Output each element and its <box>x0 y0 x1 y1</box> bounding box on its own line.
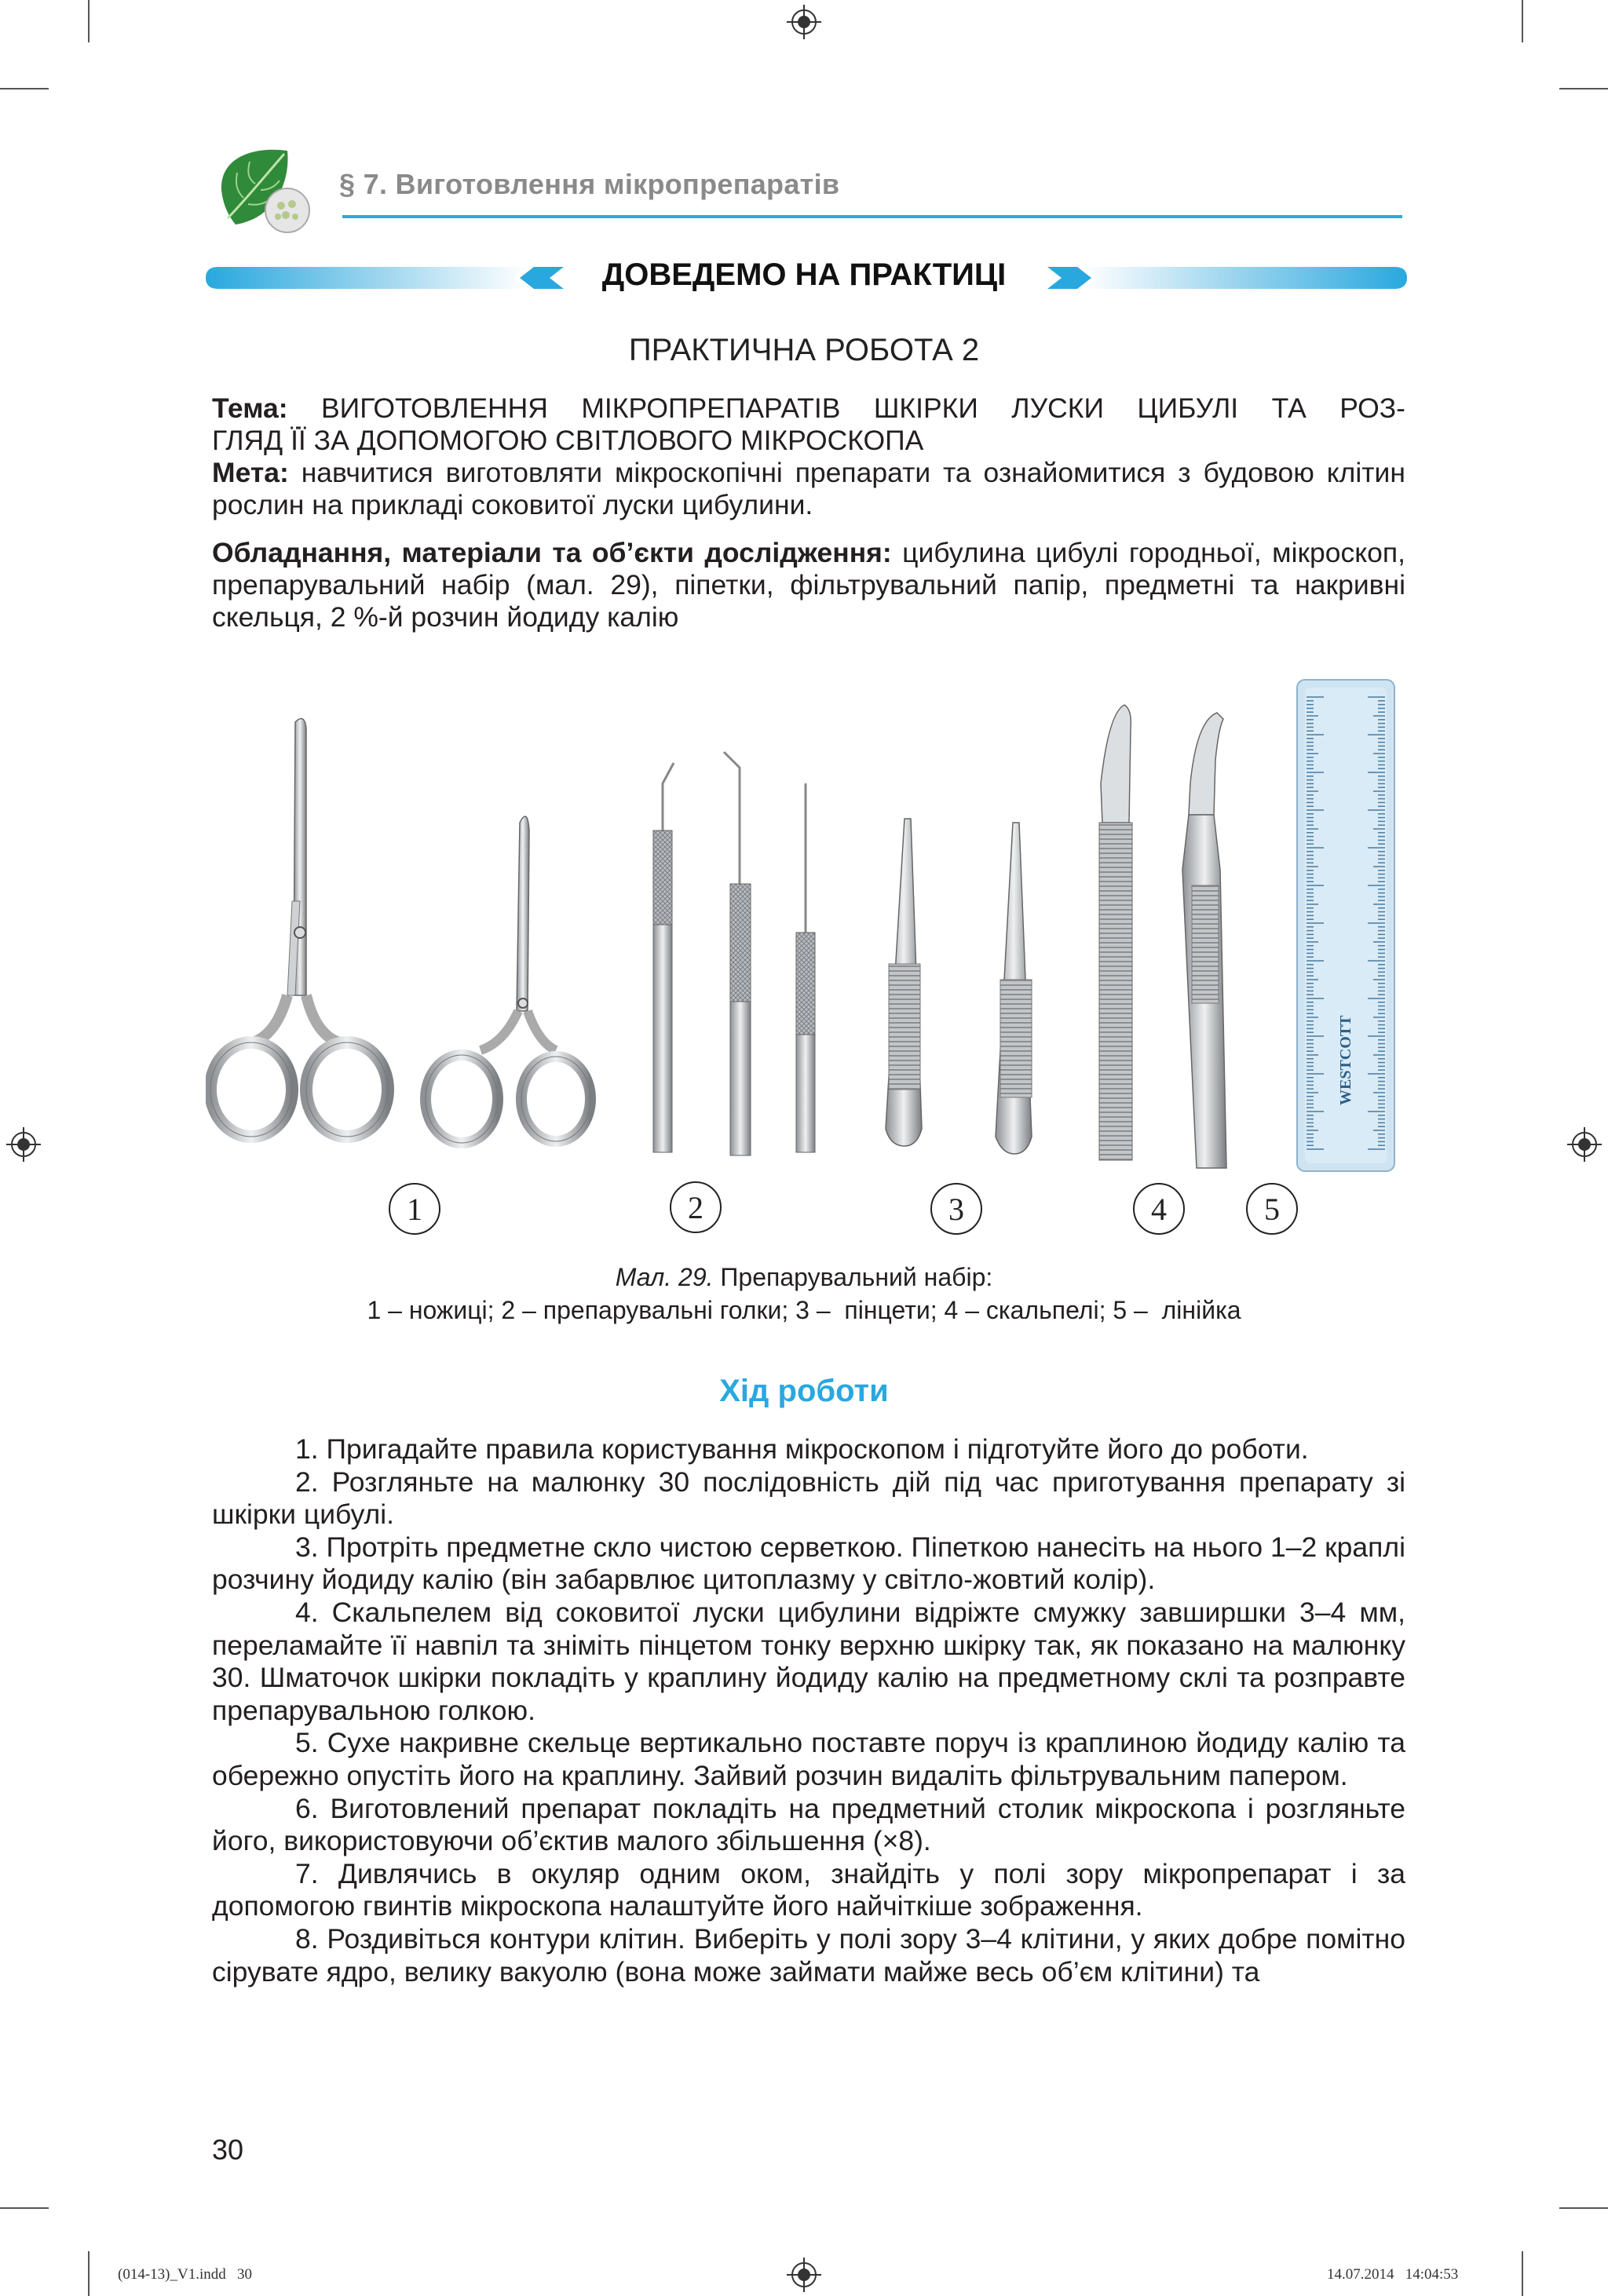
equipment-paragraph <box>212 537 1405 633</box>
registration-mark-icon <box>6 1127 41 1162</box>
scissors-small <box>426 816 590 1143</box>
step-6: 6. Виготовлений препарат покладіть на предметний столик мікроскопа і розгляньте його, використовуючи об’єктив малого збільшення (×8). <box>212 1792 1405 1857</box>
page-number: 30 <box>212 2134 244 2166</box>
step-4: 4. Скальпелем від соковитої луски цибулини відріжте смужку завширшки 3–4 мм, переламайте її навпіл та зніміть пінцетом тонку верхню шкірку так, як показано на малюнку 30. Шматочок шкірки покладіть у краплину йодиду калію на предметному склі та розправте препарувальною голкою. <box>212 1596 1405 1726</box>
leaf-logo-icon <box>212 143 314 237</box>
figure-number-4 <box>1134 1184 1184 1234</box>
step-3: 3. Протріть предметне скло чистою серветкою. Піпеткою нанесіть на нього 1–2 краплі розчину йодиду калію (він забарвлює цитоплазму у світло-жовтий колір). <box>212 1531 1405 1596</box>
ruler-brand: WESTCOTT <box>1337 1015 1354 1105</box>
equipment-text: цибулина цибулі городньої, мікроскоп, препарувальний набір (мал. 29), піпетки, фільтрувальний папір, предметні та накривні скельця, 2 %-й розчин йодиду калію <box>212 537 1405 633</box>
topic-line-1: ВИГОТОВЛЕННЯ МІКРОПРЕПАРАТІВ ШКІРКИ ЛУСКИ ЦИБУЛІ ТА РОЗ- <box>321 392 1405 424</box>
header-rule <box>342 215 1402 218</box>
figure-caption <box>0 1261 1608 1327</box>
topic-line-2: ГЛЯД ЇЇ ЗА ДОПОМОГОЮ СВІТЛОВОГО МІКРОСКОПА <box>212 425 924 456</box>
practical-work-title: ПРАКТИЧНА РОБОТА 2 <box>628 333 980 367</box>
slug-date: 14.07.2014 14:04:53 <box>1327 2266 1459 2283</box>
step-2: 2. Розгляньте на малюнку 30 послідовність дій під час приготування препарату зі шкірки цибулі. <box>212 1466 1405 1531</box>
caption-legend: 1 – ножиці; 2 – препарувальні голки; 3 – пінцети; 4 – скальпелі; 5 – лінійка <box>367 1296 1241 1324</box>
goal-paragraph <box>212 457 1405 521</box>
scissors-large <box>210 719 388 1137</box>
header-title: § 7. Виготовлення мікропрепаратів <box>339 168 840 200</box>
crop-mark <box>0 2207 49 2209</box>
crop-mark <box>1522 0 1523 42</box>
dissecting-kit-figure <box>206 666 1407 1247</box>
figure-number-1 <box>389 1184 440 1234</box>
topic-label: Тема: <box>212 392 288 424</box>
tweezers <box>886 819 1032 1154</box>
svg-text:3: 3 <box>948 1192 964 1227</box>
equipment-label: Обладнання, матеріали та об’єкти дослідження: <box>212 537 892 568</box>
svg-text:5: 5 <box>1264 1192 1280 1227</box>
crop-mark <box>88 0 90 42</box>
topic-paragraph <box>212 392 1405 457</box>
crop-mark <box>1559 88 1608 89</box>
registration-mark-icon <box>1567 1127 1602 1162</box>
svg-text:4: 4 <box>1151 1192 1167 1227</box>
goal-text: навчитися виготовляти мікроскопічні препарати та ознайомитися з будовою клітин рослин на прикладі соковитої луски цибулини. <box>212 457 1405 520</box>
procedure-heading: Хід роботи <box>719 1374 889 1408</box>
caption-label: Мал. 29. <box>615 1263 714 1291</box>
crop-mark <box>1559 2207 1608 2209</box>
step-1: 1. Пригадайте правила користування мікроскопом і підготуйте його до роботи. <box>295 1433 1309 1465</box>
slug-filename: (014-13)_V1.indd 30 <box>118 2266 252 2283</box>
banner-title: ДОВЕДЕМО НА ПРАКТИЦІ <box>601 257 1007 292</box>
ruler <box>1297 680 1394 1171</box>
figure-number-5 <box>1247 1184 1297 1234</box>
step-7: 7. Дивлячись в окуляр одним оком, знайдіть у полі зору мікропрепарат і за допомогою гвинтів мікроскопа налаштуйте його найчіткіше зображення. <box>212 1857 1405 1922</box>
crop-mark <box>0 88 49 89</box>
crop-mark <box>88 2251 90 2296</box>
registration-mark-icon <box>787 2258 821 2292</box>
step-8: 8. Роздивіться контури клітин. Виберіть у полі зору 3–4 клітини, у яких добре помітно сірувате ядро, велику вакуолю (вона може займати майже весь об’єм клітини) та <box>212 1922 1405 1988</box>
dissecting-needles <box>653 752 815 1155</box>
step-5: 5. Сухе накривне скельце вертикально поставте поруч із краплиною йодиду калію та обережно опустіть його на краплину. Зайвий розчин видаліть фільтрувальним папером. <box>212 1727 1405 1791</box>
caption-title: Препарувальний набір: <box>720 1263 993 1291</box>
svg-text:1: 1 <box>407 1192 422 1227</box>
goal-label: Мета: <box>212 457 289 488</box>
procedure-steps <box>212 1433 1405 1988</box>
svg-text:2: 2 <box>688 1190 704 1225</box>
crop-mark <box>1522 2251 1523 2296</box>
scalpels <box>1099 705 1226 1168</box>
registration-mark-icon <box>787 5 821 39</box>
figure-number-2 <box>671 1182 721 1232</box>
figure-number-3 <box>931 1184 981 1234</box>
